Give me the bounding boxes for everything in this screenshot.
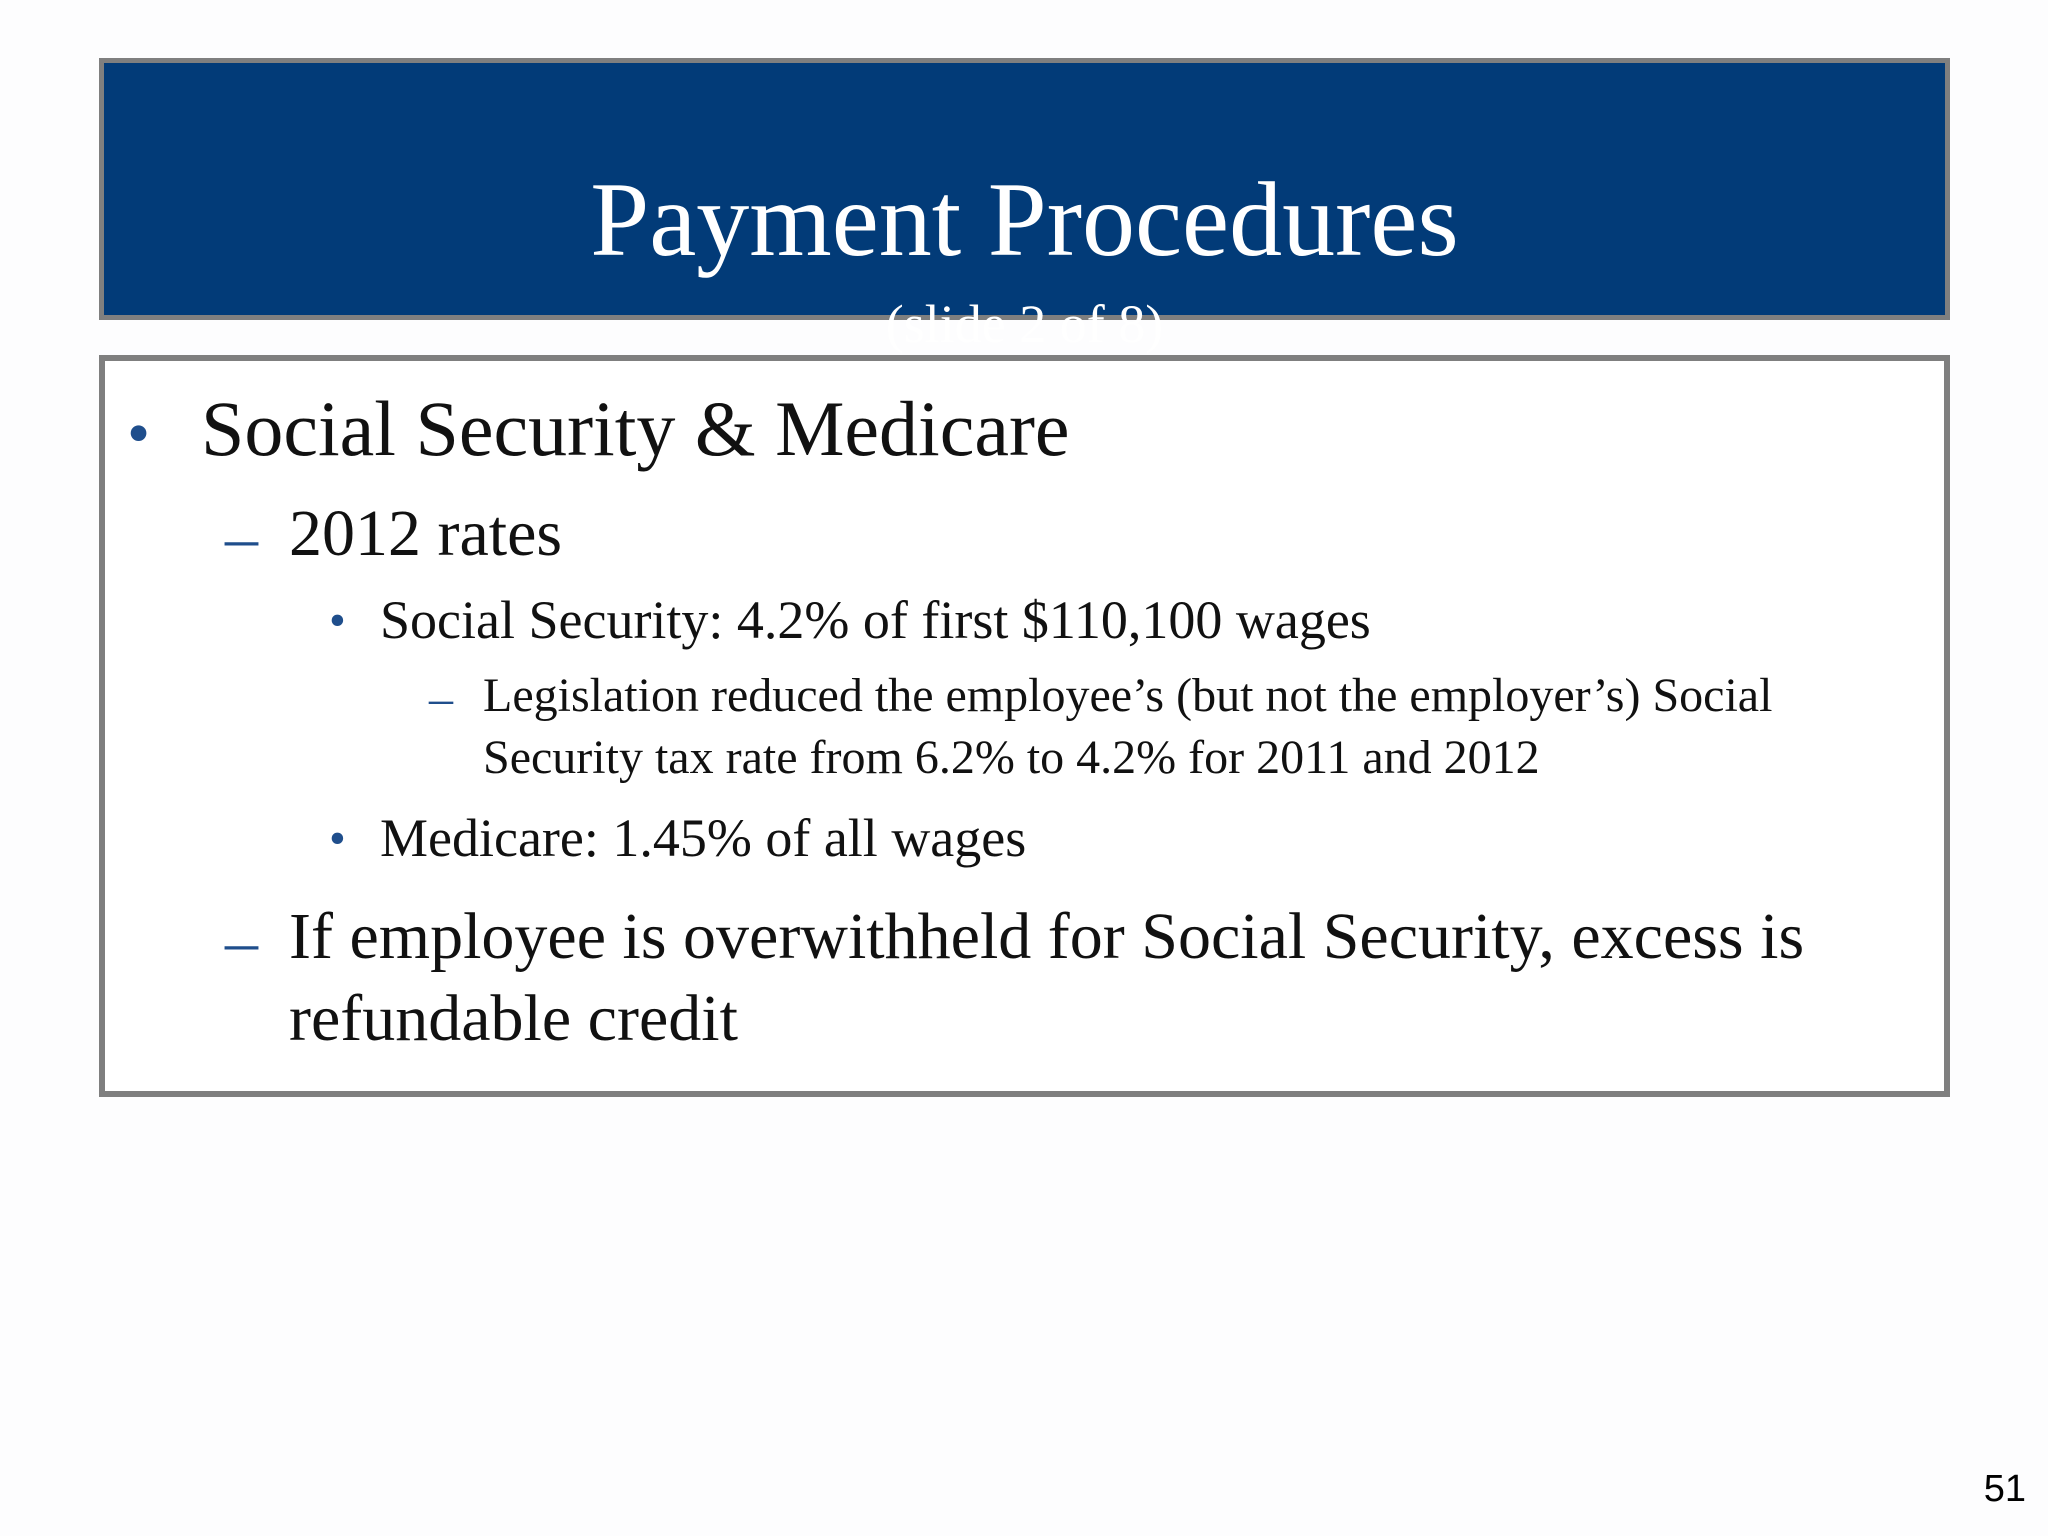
dash-marker: – xyxy=(225,501,258,574)
subitem-overwithheld-note: If employee is overwithheld for Social Security, excess is refundable credit xyxy=(289,900,1805,1055)
bullet-marker: • xyxy=(127,397,151,470)
slide-title: Payment Procedures xyxy=(590,161,1459,278)
content-panel xyxy=(99,355,1950,1097)
subitem-legislation-note: Legislation reduced the employee’s (but not the employer’s) Social Security tax rate from 6.2% to 4.2% for 2011 and 2012 xyxy=(483,669,1773,784)
subitem-medicare-rate: Medicare: 1.45% of all wages xyxy=(380,808,1027,868)
dash-marker: – xyxy=(225,905,258,978)
dash-marker: – xyxy=(429,672,453,725)
title-banner xyxy=(99,58,1950,354)
subitem-social-security-rate: Social Security: 4.2% of first $110,100 wages xyxy=(380,590,1371,650)
bullet-marker: • xyxy=(329,812,346,865)
subitem-2012-rates: 2012 rates xyxy=(289,497,563,570)
bullet-social-security-medicare: Social Security & Medicare xyxy=(201,385,1070,472)
slide-subtitle: (slide 2 of 8) xyxy=(885,294,1164,354)
bullet-marker: • xyxy=(329,594,346,647)
page-number: 51 xyxy=(1983,1468,2026,1510)
